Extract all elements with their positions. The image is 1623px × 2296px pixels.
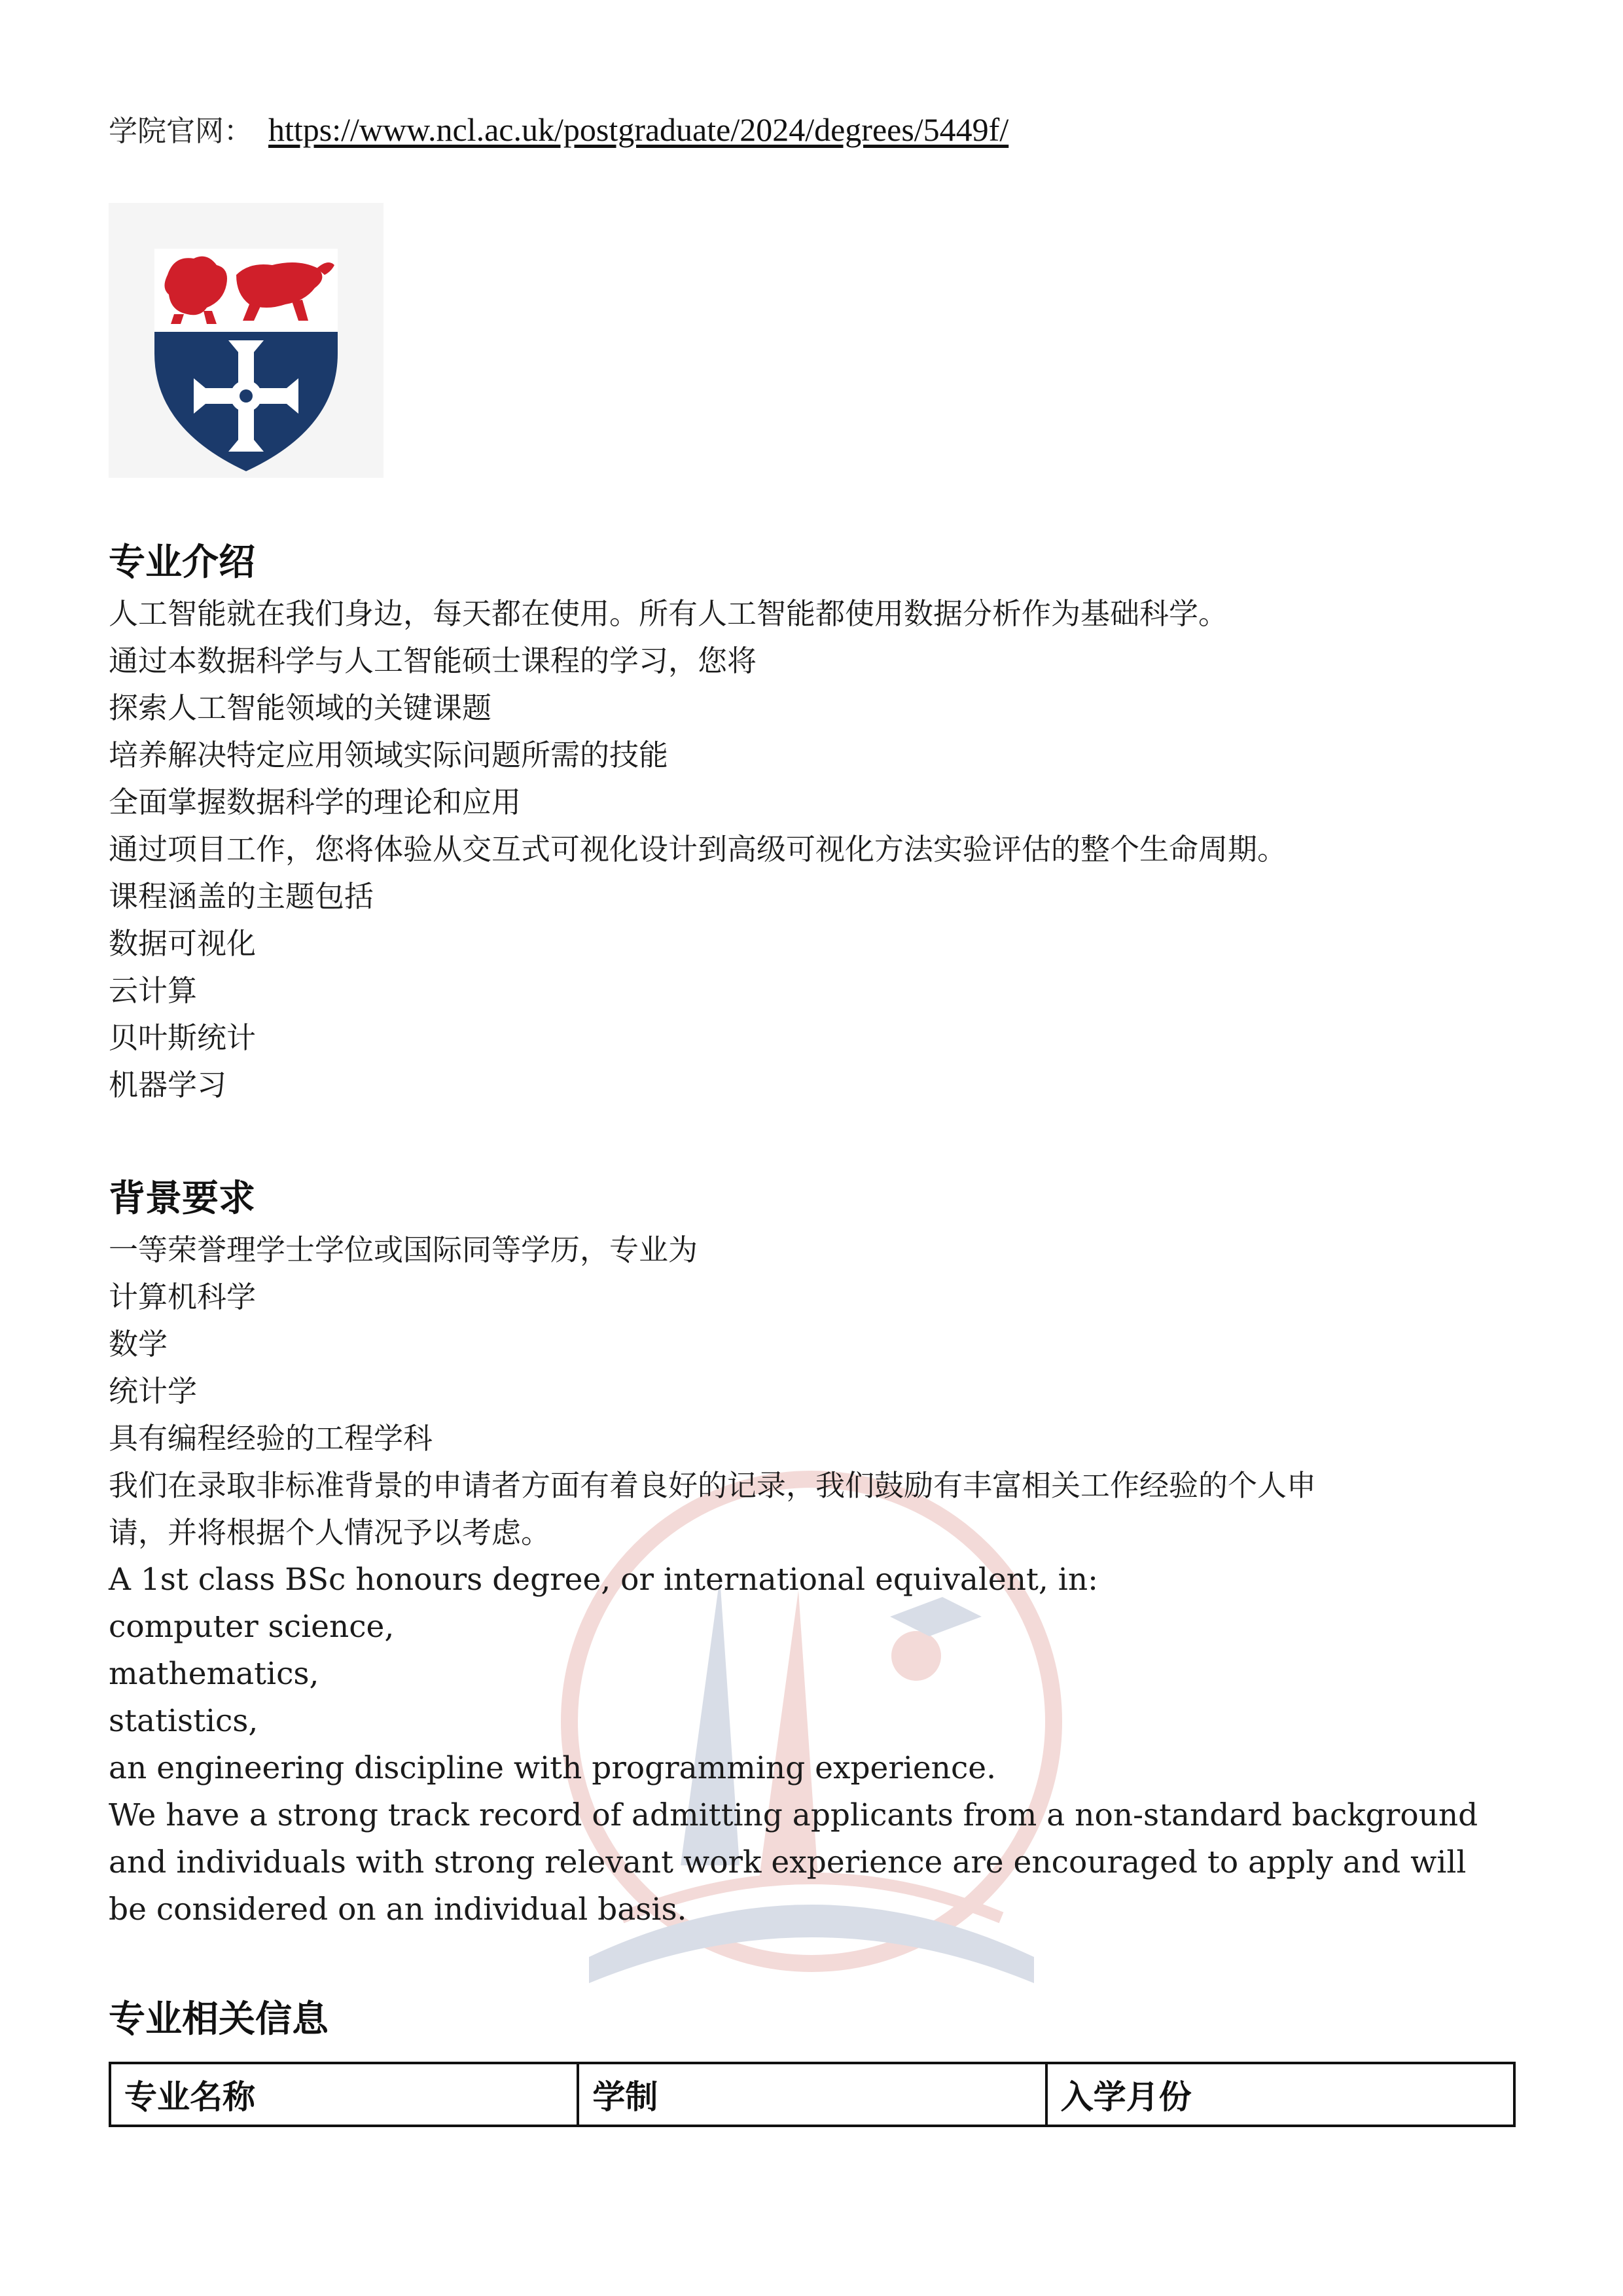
intro-text: [109, 590, 1516, 1109]
intro-line: 探索人工智能领域的关键课题: [109, 691, 492, 725]
column-header-duration: 学制: [578, 2063, 1046, 2126]
background-line-cn: 数学: [109, 1327, 168, 1361]
background-line-cn: 具有编程经验的工程学科: [109, 1421, 433, 1456]
background-line-cn: 请，并将根据个人情况予以考虑。: [109, 1515, 551, 1550]
background-title: 背景要求: [109, 1177, 255, 1220]
background-line-en: We have a strong track record of admitting applicants from a non-standard background: [109, 1797, 1478, 1833]
intro-line: 机器学习: [109, 1067, 227, 1102]
background-line-en: A 1st class BSc honours degree, or international equivalent, in:: [109, 1562, 1098, 1598]
background-line-en: and individuals with strong relevant work experience are encouraged to apply and will: [109, 1844, 1467, 1880]
university-logo: [109, 203, 383, 478]
column-header-program-name: 专业名称: [110, 2063, 578, 2126]
intro-title: 专业介绍: [109, 541, 255, 584]
background-line-cn: 计算机科学: [109, 1280, 257, 1314]
intro-line: 通过项目工作，您将体验从交互式可视化设计到高级可视化方法实验评估的整个生命周期。: [109, 832, 1287, 867]
intro-line: 贝叶斯统计: [109, 1020, 257, 1055]
intro-line: 云计算: [109, 973, 198, 1008]
background-line-cn: 统计学: [109, 1374, 198, 1408]
intro-line: 培养解决特定应用领域实际问题所需的技能: [109, 738, 669, 772]
program-info-title: 专业相关信息: [109, 1998, 329, 2041]
background-line-en: computer science,: [109, 1609, 395, 1645]
intro-line: 数据可视化: [109, 926, 257, 961]
intro-line: 课程涵盖的主题包括: [109, 879, 374, 914]
background-line-cn: 一等荣誉理学士学位或国际同等学历，专业为: [109, 1232, 698, 1267]
column-header-intake-month: 入学月份: [1046, 2063, 1514, 2126]
background-line-cn: 我们在录取非标准背景的申请者方面有着良好的记录，我们鼓励有丰富相关工作经验的个人申: [109, 1468, 1317, 1503]
background-line-en: be considered on an individual basis.: [109, 1892, 687, 1928]
background-line-en: mathematics,: [109, 1656, 319, 1692]
program-info-table: [109, 2062, 1516, 2127]
intro-line: 通过本数据科学与人工智能硕士课程的学习，您将: [109, 643, 757, 678]
background-text: [109, 1227, 1516, 1933]
intro-line: 全面掌握数据科学的理论和应用: [109, 785, 522, 819]
background-line-en: an engineering discipline with programming experience.: [109, 1750, 997, 1786]
website-label: 学院官网：: [109, 115, 253, 148]
website-link[interactable]: https://www.ncl.ac.uk/postgraduate/2024/degrees/5449f/: [268, 111, 1009, 148]
website-line: [109, 110, 1008, 151]
background-line-en: statistics,: [109, 1703, 259, 1739]
newcastle-university-crest-icon: [109, 203, 383, 478]
intro-line: 人工智能就在我们身边，每天都在使用。所有人工智能都使用数据分析作为基础科学。: [109, 596, 1228, 631]
table-header-row: [110, 2063, 1514, 2126]
